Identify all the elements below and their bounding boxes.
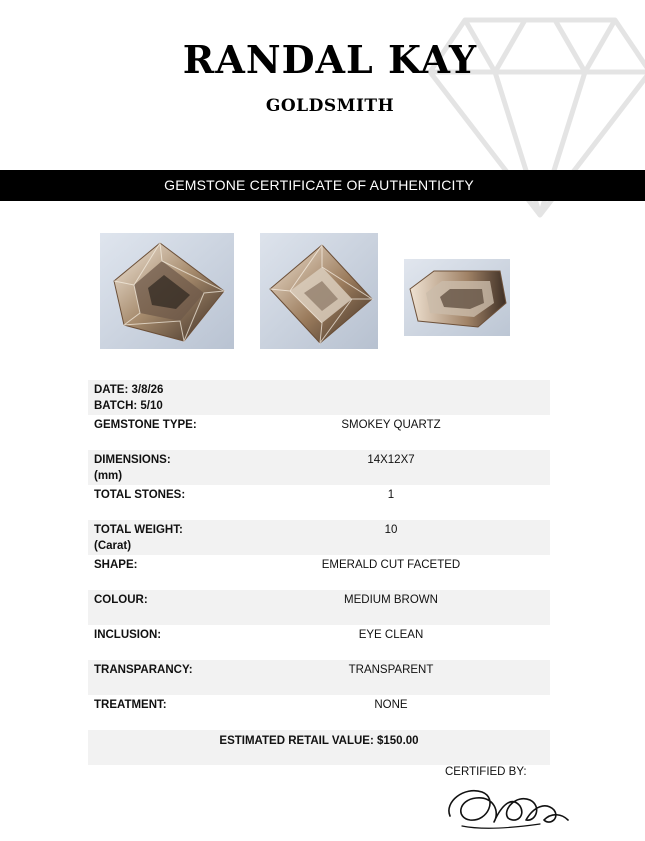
- table-row: [88, 590, 550, 625]
- gemstone-photo-side: [404, 259, 510, 336]
- table-row: [88, 450, 550, 485]
- table-row: [88, 485, 550, 520]
- gemstone-photo-top: [100, 233, 234, 349]
- table-row: [88, 625, 550, 660]
- row-value: MEDIUM BROWN: [344, 594, 438, 606]
- row-label: INCLUSION:: [94, 629, 162, 641]
- row-label: TOTAL STONES:: [94, 489, 186, 501]
- row-value: NONE: [374, 699, 408, 711]
- signature-icon: [442, 776, 572, 834]
- date-batch-label: DATE: 3/8/26 BATCH: 5/10: [94, 384, 164, 412]
- row-value: EYE CLEAN: [358, 629, 424, 641]
- estimated-value: ESTIMATED RETAIL VALUE: $150.00: [219, 735, 419, 747]
- table-row: [88, 695, 550, 730]
- row-label: GEMSTONE TYPE:: [94, 419, 197, 431]
- row-label: DIMENSIONS: (mm): [94, 454, 171, 482]
- table-row: [88, 555, 550, 590]
- row-value: 10: [384, 524, 398, 536]
- row-value: EMERALD CUT FACETED: [321, 559, 461, 571]
- certificate-banner: GEMSTONE CERTIFICATE OF AUTHENTICITY: [0, 170, 645, 201]
- estimated-value-row: [88, 730, 550, 765]
- row-label: TOTAL WEIGHT: (Carat): [94, 524, 183, 552]
- table-row: [88, 520, 550, 555]
- table-row: [88, 415, 550, 450]
- date-batch-row: [88, 380, 550, 415]
- brand-name: RANDAL KAY: [182, 37, 478, 82]
- row-value: 14X12X7: [367, 454, 415, 466]
- row-value: SMOKEY QUARTZ: [341, 419, 441, 431]
- details-table: [88, 380, 550, 765]
- row-value: TRANSPARENT: [348, 664, 434, 676]
- row-label: COLOUR:: [94, 594, 148, 606]
- row-label: TREATMENT:: [94, 699, 167, 711]
- certified-by-label: CERTIFIED BY:: [445, 766, 527, 778]
- brand-subtitle: GOLDSMITH: [265, 96, 395, 116]
- row-value: 1: [387, 489, 395, 501]
- row-label: SHAPE:: [94, 559, 138, 571]
- row-label: TRANSPARANCY:: [94, 664, 193, 676]
- gemstone-photo-angle: [260, 233, 378, 349]
- table-row: [88, 660, 550, 695]
